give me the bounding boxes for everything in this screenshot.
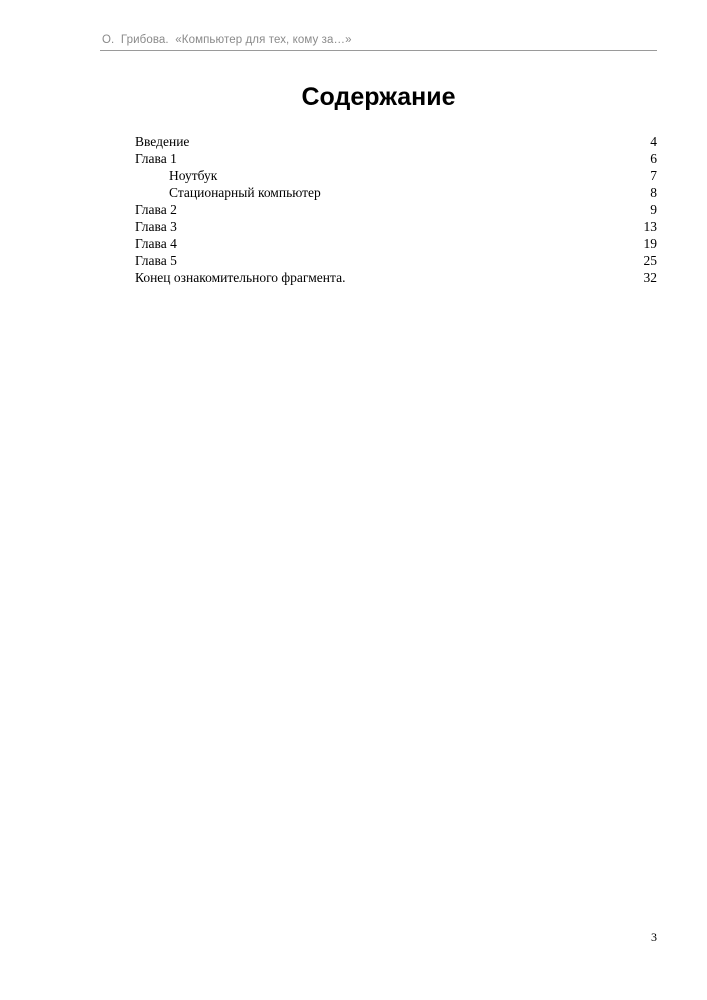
toc-entry-end-of-fragment[interactable] (135, 269, 657, 286)
toc-entry-page: 19 (643, 236, 657, 251)
toc-entry-page: 4 (650, 134, 657, 149)
toc-entry-label: Стационарный компьютер (169, 185, 321, 200)
toc-entry-page: 25 (643, 253, 657, 268)
header-divider (100, 50, 657, 51)
toc-entry-desktop-computer[interactable] (135, 184, 657, 201)
toc-entry-label: Глава 3 (135, 219, 177, 234)
toc-entry-chapter-3[interactable] (135, 218, 657, 235)
toc-entry-page: 9 (650, 202, 657, 217)
page-number: 3 (651, 930, 657, 944)
toc-entry-page: 13 (643, 219, 657, 234)
toc-entry-chapter-1[interactable] (135, 150, 657, 167)
toc-entry-chapter-2[interactable] (135, 201, 657, 218)
page-title: Содержание (301, 83, 456, 111)
toc-entry-label: Ноутбук (169, 168, 218, 183)
toc-entry-page: 7 (650, 168, 657, 183)
toc-entry-page: 32 (643, 270, 657, 285)
toc-entry-label: Глава 5 (135, 253, 177, 268)
toc-entry-label: Глава 2 (135, 202, 177, 217)
toc-entry-page: 8 (650, 185, 657, 200)
table-of-contents (135, 133, 657, 286)
toc-entry-label: Конец ознакомительного фрагмента. (135, 270, 346, 285)
toc-entry-label: Введение (135, 134, 190, 149)
toc-entry-label: Глава 1 (135, 151, 177, 166)
toc-entry-page: 6 (650, 151, 657, 166)
toc-entry-chapter-5[interactable] (135, 252, 657, 269)
running-header: О. Грибова. «Компьютер для тех, кому за…» (102, 34, 352, 46)
toc-entry-introduction[interactable] (135, 133, 657, 150)
toc-entry-chapter-4[interactable] (135, 235, 657, 252)
toc-entry-label: Глава 4 (135, 236, 177, 251)
toc-entry-notebook[interactable] (135, 167, 657, 184)
